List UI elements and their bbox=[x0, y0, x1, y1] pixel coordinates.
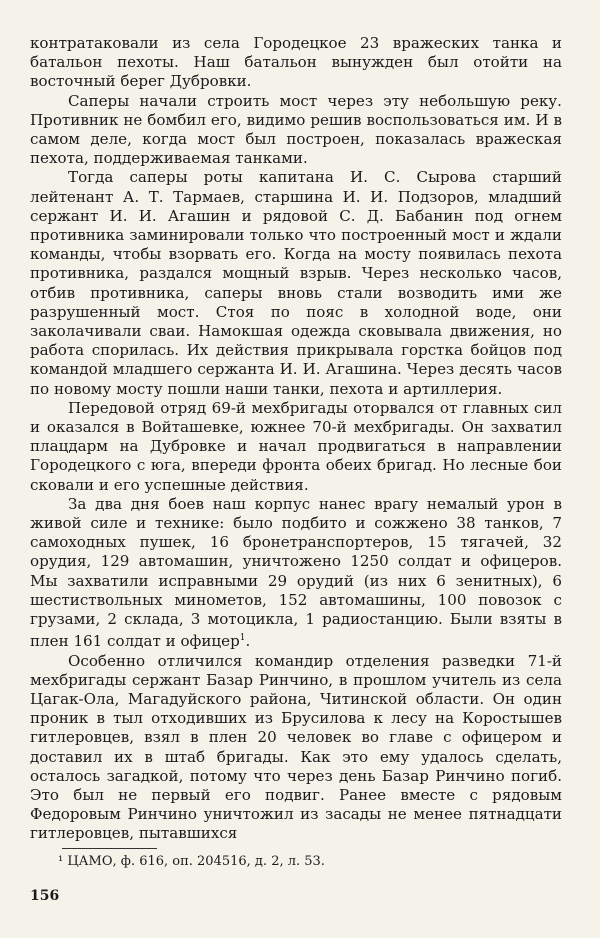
page-number: 156 bbox=[30, 888, 60, 904]
paragraph-5-text: За два дня боев наш корпус нанес врагу немалый урон в живой силе и технике: было подбито и сожжено 38 танков, 7 самоходных пушек, 16 бронетранспортеров, 15 тягачей, 32 орудия, 129 автомашин, уничтожено 1250 солдат и офицеров. Мы захватили исправными 29 орудий (из них 6 зенитных), 6 шестиствольных минометов, 152 автомашины, 100 повозок с грузами, 2 склада, 3 мотоцикла, 1 радиостанцию. Были взяты в плен 161 солдат и офицер bbox=[30, 494, 562, 651]
paragraph-1: контратаковали из села Городецкое 23 вражеских танка и батальон пехоты. Наш батальон вынужден был отойти на восточный берег Дубровки. bbox=[30, 34, 562, 91]
page-body bbox=[30, 34, 562, 844]
paragraph-3: Тогда саперы роты капитана И. С. Сырова старший лейтенант А. Т. Тармаев, старшина И. И. Подзоров, младший сержант И. И. Агашин и рядовой С. Д. Бабанин под огнем противника заминировали только что построенный мост и ждали команды, чтобы взорвать его. Когда на мосту появилась пехота противника, раздался мощный взрыв. Через несколько часов, отбив противника, саперы вновь стали возводить ими же разрушенный мост. Стоя по пояс в холодной воде, они заколачивали сваи. Намокшая одежда сковывала движения, но работа спорилась. Их действия прикрывала горстка бойцов под командой младшего сержанта И. И. Агашина. Через десять часов по новому мосту пошли наши танки, пехота и артиллерия. bbox=[30, 168, 562, 398]
footnote-marker: 1 bbox=[239, 633, 246, 644]
paragraph-5: За два дня боев наш корпус нанес врагу немалый урон в живой силе и технике: было подбито и сожжено 38 танков, 7 самоходных пушек, 16 бронетранспортеров, 15 тягачей, 32 орудия, 129 автомашин, уничтожено 1250 солдат и офицеров. Мы захватили исправными 29 орудий (из них 6 зенитных), 6 шестиствольных минометов, 152 автомашины, 100 повозок с грузами, 2 склада, 3 мотоцикла, 1 радиостанцию. Были взяты в плен 161 солдат и офицер$^1$. bbox=[30, 494, 562, 651]
paragraph-2: Саперы начали строить мост через эту небольшую реку. Противник не бомбил его, видимо решив воспользоваться им. И в самом деле, когда мост был построен, показалась вражеская пехота, поддерживаемая танками. bbox=[30, 91, 562, 168]
footnote-divider bbox=[62, 848, 157, 849]
paragraph-6: Особенно отличился командир отделения разведки 71-й мехбригады сержант Базар Ринчино, в прошлом учитель из села Цагак-Ола, Магадуйского района, Читинской области. Он один проник в тыл отходивших из Брусилова к лесу на Коростышев гитлеровцев, взял в плен 20 человек во главе с офицером и доставил их в штаб бригады. Как это ему удалось сделать, осталось загадкой, потому что через день Базар Ринчино погиб. Это был не первый его подвиг. Ранее вместе с рядовым Федоровым Ринчино уничтожил из засады не менее пятнадцати гитлеровцев, пытавшихся bbox=[30, 651, 562, 843]
paragraph-4: Передовой отряд 69-й мехбригады оторвался от главных сил и оказался в Войташевке, южнее 70-й мехбригады. Он захватил плацдарм на Дубровке и начал продвигаться в направлении Городецкого с юга, впереди фронта обеих бригад. Но лесные бои сковали и его успешные действия. bbox=[30, 398, 562, 494]
footnote: ¹ ЦАМО, ф. 616, оп. 204516, д. 2, л. 53. bbox=[58, 854, 325, 869]
